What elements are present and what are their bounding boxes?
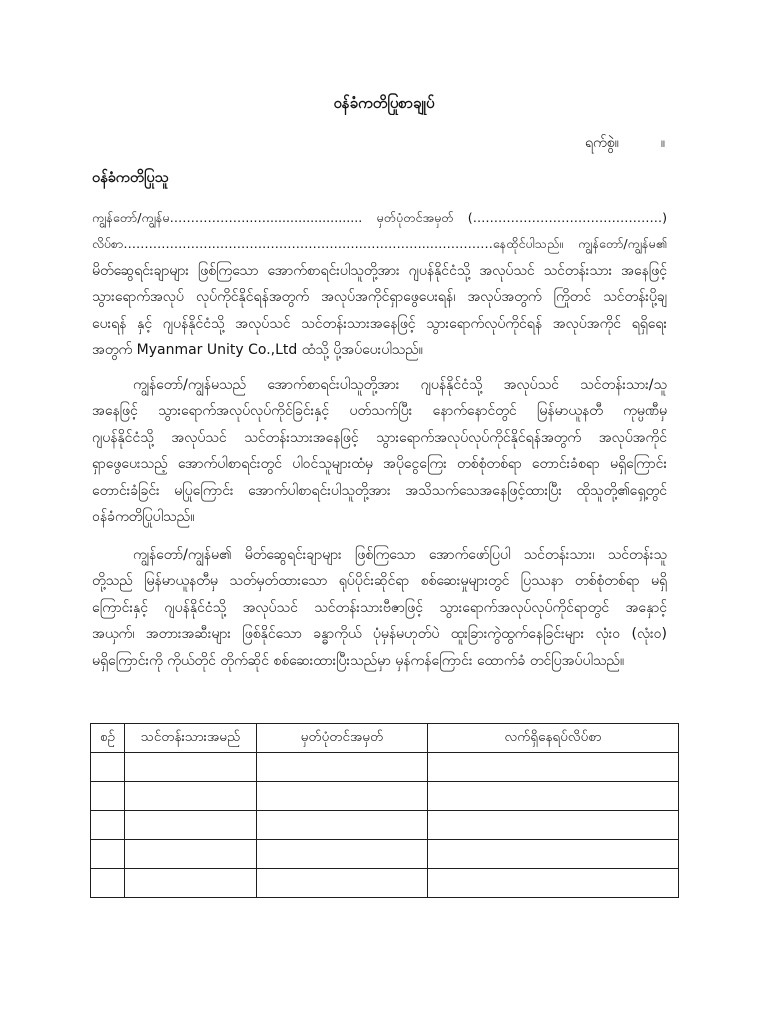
table-header-row: [91, 724, 679, 753]
paragraph-medical-confirmation: [92, 542, 667, 674]
cell-nrc-number: [257, 782, 428, 811]
table-row: [91, 840, 679, 869]
header-serial-number: စဥ်: [91, 724, 125, 753]
paragraph-guarantor-details: [92, 205, 667, 363]
cell-current-address: [428, 782, 679, 811]
header-trainee-name: သင်တန်းသားအမည်: [125, 724, 257, 753]
paragraph-no-extra-fees: [92, 372, 667, 530]
paragraph-line: အတွက် Myanmar Unity Co.,Ltd ထံသို့ ပို့အပ်ပေးပါသည်။: [92, 341, 423, 358]
paragraph-line: တို့သည် မြန်မာယူနတီမှ သတ်မှတ်ထားသော ရုပ်ပိုင်းဆိုင်ရာ စစ်ဆေးမှုများတွင် ပြဿနာ တစ်စုံတစ်ရာ မရှိ: [92, 573, 667, 590]
paragraph-line: ရှာဖွေပေးသည့် အောက်ပါစာရင်းတွင် ပါဝင်သူများထံမှ အပိုငွေကြေး တစ်စုံတစ်ရာ တောင်းခံစရာ မရှိကြောင်း: [92, 456, 667, 473]
cell-trainee-name: [125, 782, 257, 811]
paragraph-line: ကျွန်တော်/ကျွန်မသည် အောက်စာရင်းပါသူတို့အား ဂျပန်နိုင်ငံသို့ အလုပ်သင် သင်တန်းသား/သူ: [133, 377, 667, 393]
paragraph-line: မရှိကြောင်းကို ကိုယ်တိုင် တိုက်ဆိုင် စစ်ဆေးထားပြီးသည်မှာ မှန်ကန်ကြောင်း ထောက်ခံ တင်ပြအပ်ပါသည်။: [92, 652, 625, 669]
paragraph-line: အယှက်၊ အတားအဆီးများ ဖြစ်နိုင်သော ခန္ဓာကိုယ် ပုံမှန်မဟုတ်ပဲ ထူးခြားကွဲထွက်နေခြင်းများ လုံးဝ (လုံး၀): [92, 626, 667, 643]
cell-trainee-name: [125, 811, 257, 840]
paragraph-line: ကြောင်းနှင့် ဂျပန်နိုင်ငံသို့ အလုပ်သင် သင်တန်းသားဗီဇာဖြင့် သွားရောက်အလုပ်လုပ်ကိုင်ရာတွင် အနှောင့်: [92, 599, 667, 616]
cell-serial-number: [91, 782, 125, 811]
cell-current-address: [428, 753, 679, 782]
cell-current-address: [428, 869, 679, 898]
header-current-address: လက်ရှိနေရပ်လိပ်စာ: [428, 724, 679, 753]
cell-current-address: [428, 840, 679, 869]
cell-trainee-name: [125, 869, 257, 898]
cell-serial-number: [91, 753, 125, 782]
paragraph-line: လိပ်စာ………………….…………………………….……………..……………နေထိုင်ပါသည်။ ကျွန်တော်/ကျွန်မ၏: [92, 236, 667, 252]
cell-nrc-number: [257, 811, 428, 840]
table-row: [91, 782, 679, 811]
header-nrc-number: မှတ်ပုံတင်အမှတ်: [257, 724, 428, 753]
trainee-list-table: [90, 723, 679, 898]
cell-nrc-number: [257, 869, 428, 898]
date-label: ရက်စွဲ။: [585, 135, 619, 151]
paragraph-line: ဂျပန်နိုင်ငံသို့ အလုပ်သင် သင်တန်းသားအနေဖြင့် သွားရောက်အလုပ်လုပ်ကိုင်နိုင်ရန်အတွက် အလုပ်အကိုင်: [92, 429, 667, 446]
paragraph-line: ဝန်ခံကတိပြုပါသည်။: [92, 508, 195, 525]
date-field: [585, 131, 665, 155]
cell-trainee-name: [125, 753, 257, 782]
paragraph-line: ပေးရန် နှင့် ဂျပန်နိုင်ငံသို့ အလုပ်သင် သင်တန်းသားအနေဖြင့် သွားရောက်လုပ်ကိုင်ရန် အလုပ်အကိုင် ရရှိရေး: [92, 315, 667, 332]
cell-current-address: [428, 811, 679, 840]
table-row: [91, 869, 679, 898]
cell-nrc-number: [257, 840, 428, 869]
guarantor-heading: ဝန်ခံကတိပြုသူ: [92, 170, 169, 186]
document-title: ဝန်ခံကတိပြုစာချုပ်: [333, 94, 435, 112]
cell-trainee-name: [125, 840, 257, 869]
paragraph-line: တောင်းခံခြင်း မပြုကြောင်း အောက်ပါစာရင်းပါသူတို့အား အသိသက်သေအနေဖြင့်ထားပြီး ထိုသူတို့၏ရှေ့တွင်: [92, 482, 667, 499]
cell-serial-number: [91, 811, 125, 840]
date-end-mark: ။: [660, 135, 665, 151]
table-row: [91, 811, 679, 840]
paragraph-line: မိတ်ဆွေရင်းချာများ ဖြစ်ကြသော အောက်စာရင်းပါသူတို့အား ဂျပန်နိုင်ငံသို့ အလုပ်သင် သင်တန်းသား အနေဖြင့်: [92, 262, 667, 279]
paragraph-line: ကျွန်တော်/ကျွန်မ………………..…........................ မှတ်ပုံတင်အမှတ် (………………………………………): [92, 210, 667, 225]
paragraph-line: သွားရောက်အလုပ် လုပ်ကိုင်နိုင်ရန်အတွက် အလုပ်အကိုင်ရှာဖွေပေးရန်၊ အလုပ်အတွက် ကြိုတင် သင်တန်းပို့ချ: [92, 289, 667, 306]
table-row: [91, 753, 679, 782]
cell-serial-number: [91, 840, 125, 869]
cell-serial-number: [91, 869, 125, 898]
paragraph-line: ကျွန်တော်/ကျွန်မ၏ မိတ်ဆွေရင်းချာများ ဖြစ်ကြသော အောက်ဖော်ပြပါ သင်တန်းသား၊ သင်တန်းသူ: [133, 547, 667, 563]
cell-nrc-number: [257, 753, 428, 782]
paragraph-line: အနေဖြင့် သွားရောက်အလုပ်လုပ်ကိုင်ခြင်းနှင့် ပတ်သက်ပြီး နောက်နောင်တွင် မြန်မာယူနတီ ကုမ္ပဏီမှ: [92, 403, 667, 420]
